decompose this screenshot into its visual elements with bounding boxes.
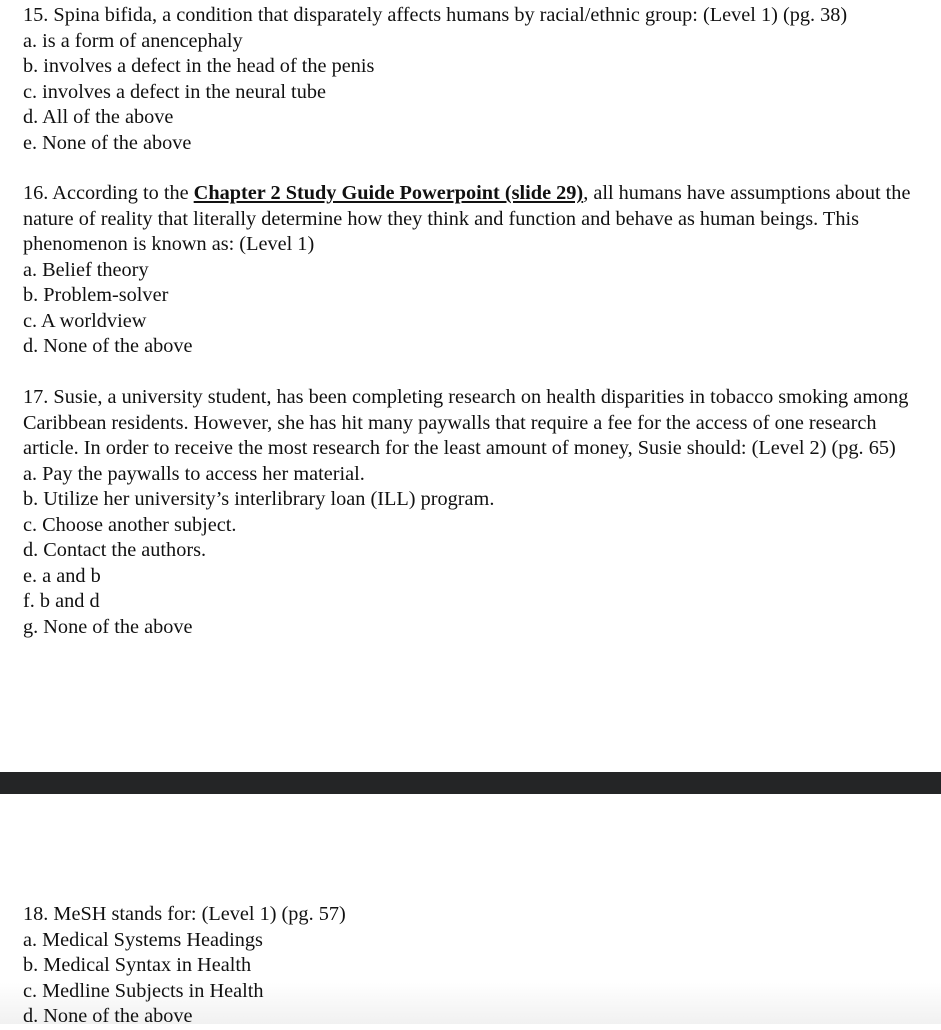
question-15-option-d: d. All of the above [23,106,174,128]
question-16-option-a: a. Belief theory [23,258,149,281]
question-16-option-d: d. None of the above [23,335,193,357]
question-17-option-f: f. b and d [23,590,100,612]
question-16-stem [23,181,935,258]
question-16-stem-start: 16. According to the [23,182,194,204]
question-18-option-a: a. Medical Systems Headings [23,928,263,951]
question-18-stem: 18. MeSH stands for: (Level 1) (pg. 57) [23,903,346,925]
question-17-option-c: c. Choose another subject. [23,513,237,536]
question-17-option-e: e. a and b [23,564,101,587]
question-18-option-d: d. None of the above [23,1005,193,1027]
study-guide-link[interactable]: Chapter 2 Study Guide Powerpoint (slide 29) [193,182,584,204]
question-17-option-a: a. Pay the paywalls to access her material. [23,462,365,485]
question-15-stem: 15. Spina bifida, a condition that disparately affects humans by racial/ethnic group: (Level 1) (pg. 38) [23,4,848,26]
question-18-option-b: b. Medical Syntax in Health [23,954,252,976]
question-17 [23,385,935,640]
question-16 [23,181,935,360]
page-separator [0,772,941,794]
document-page-2 [0,794,941,1027]
question-18 [23,902,935,1030]
question-17-stem: 17. Susie, a university student, has been completing research on health disparities in tobacco smoking among Caribbean residents. However, she has hit many paywalls that require a fee for the access of one research article. In order to receive the most research for the least amount of money, Susie should: (Level 2) (pg. 65) [23,386,909,459]
question-16-option-c: c. A worldview [23,309,147,332]
question-15-option-b: b. involves a defect in the head of the penis [23,55,375,77]
question-18-option-c: c. Medline Subjects in Health [23,979,264,1002]
question-15 [23,3,935,156]
question-17-option-g: g. None of the above [23,615,193,638]
question-17-option-b: b. Utilize her university’s interlibrary loan (ILL) program. [23,488,495,510]
question-15-option-e: e. None of the above [23,131,192,154]
question-16-stem-end: , all humans have assumptions about the nature of reality that literally determine how they think and function and behave as human beings. This phenomenon is known as: (Level 1) [23,182,911,255]
question-16-option-b: b. Problem-solver [23,284,169,306]
question-15-option-a: a. is a form of anencephaly [23,29,243,52]
question-17-option-d: d. Contact the authors. [23,539,207,561]
question-15-option-c: c. involves a defect in the neural tube [23,80,326,103]
